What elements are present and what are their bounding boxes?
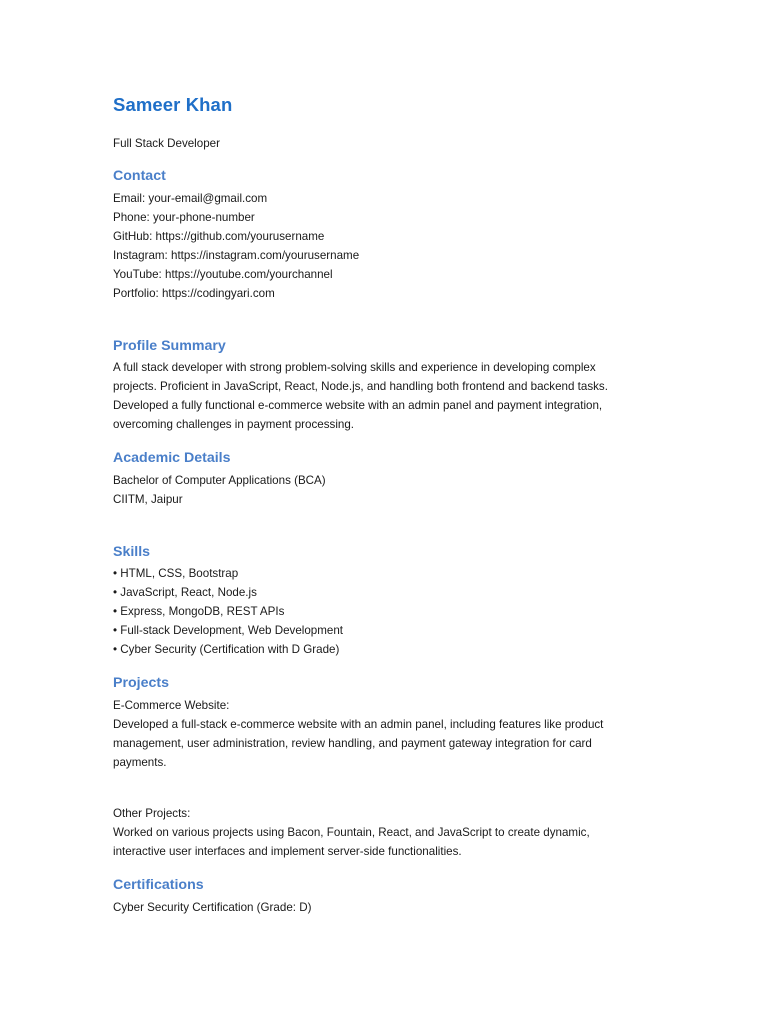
contact-portfolio: Portfolio: https://codingyari.com — [113, 287, 275, 300]
contact-section — [113, 189, 653, 303]
academic-section — [113, 471, 653, 509]
certification-item: Cyber Security Certification (Grade: D) — [113, 901, 312, 914]
projects-heading: Projects — [113, 675, 169, 691]
degree: Bachelor of Computer Applications (BCA) — [113, 474, 326, 487]
project-description: interactive user interfaces and implement server-side functionalities. — [113, 845, 462, 858]
project-description: payments. — [113, 756, 167, 769]
summary-line: Developed a fully functional e-commerce website with an admin panel and payment integration, — [113, 399, 603, 412]
project-title: Other Projects: — [113, 807, 191, 820]
project-description: management, user administration, review handling, and payment gateway integration for card — [113, 737, 592, 750]
contact-heading: Contact — [113, 168, 166, 184]
project-description: Developed a full-stack e-commerce website with an admin panel, including features like product — [113, 718, 604, 731]
summary-line: projects. Proficient in JavaScript, React, Node.js, and handling both frontend and backend tasks. — [113, 380, 608, 393]
candidate-name: Sameer Khan — [113, 94, 233, 115]
summary-line: A full stack developer with strong problem-solving skills and experience in developing complex — [113, 361, 596, 374]
summary-section — [113, 358, 653, 434]
contact-phone: Phone: your-phone-number — [113, 211, 255, 224]
skill-item: • JavaScript, React, Node.js — [113, 586, 257, 599]
certifications-section — [113, 898, 653, 917]
certifications-heading: Certifications — [113, 877, 204, 893]
skill-item: • Express, MongoDB, REST APIs — [113, 605, 285, 618]
summary-heading: Profile Summary — [113, 338, 226, 354]
skill-item: • Full-stack Development, Web Development — [113, 624, 344, 637]
contact-email: Email: your-email@gmail.com — [113, 192, 268, 205]
skill-item: • HTML, CSS, Bootstrap — [113, 567, 239, 580]
skills-heading: Skills — [113, 544, 151, 560]
skill-item: • Cyber Security (Certification with D Grade) — [113, 643, 340, 656]
contact-github: GitHub: https://github.com/yourusername — [113, 230, 325, 243]
skills-list — [113, 564, 653, 659]
summary-line: overcoming challenges in payment processing. — [113, 418, 355, 431]
job-title: Full Stack Developer — [113, 137, 220, 150]
institution: CIITM, Jaipur — [113, 493, 183, 506]
project-title: E-Commerce Website: — [113, 699, 230, 712]
project-description: Worked on various projects using Bacon, Fountain, React, and JavaScript to create dynamic, — [113, 826, 590, 839]
academic-heading: Academic Details — [113, 450, 231, 466]
contact-youtube: YouTube: https://youtube.com/yourchannel — [113, 268, 333, 281]
contact-instagram: Instagram: https://instagram.com/yourusername — [113, 249, 360, 262]
project-other — [113, 804, 653, 861]
project-ecommerce — [113, 696, 653, 772]
